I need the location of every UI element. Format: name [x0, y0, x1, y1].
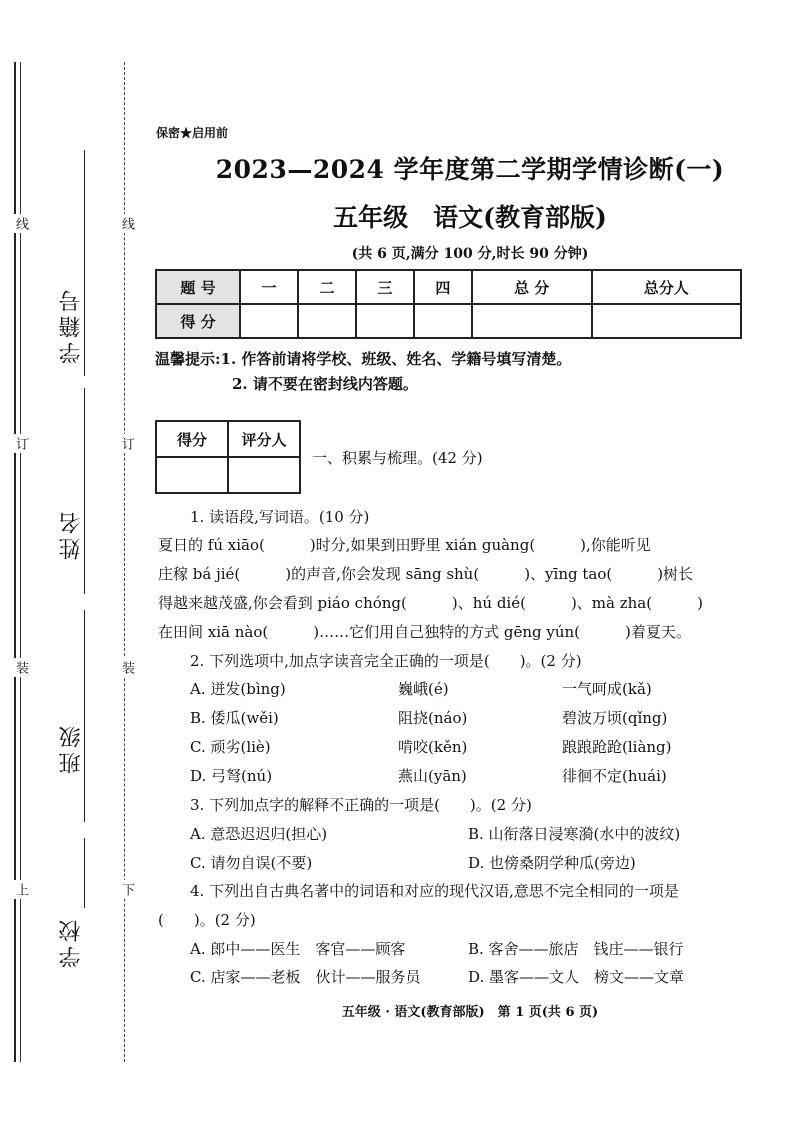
- score-cell-2: 二: [298, 270, 356, 304]
- grader-score-label: 得分: [156, 421, 228, 457]
- seal-char-right-xian: 线: [117, 214, 136, 233]
- q4-option-c: C. 店家——老板 伙计——服务员: [190, 968, 421, 986]
- seal-char-left-xian: 线: [11, 214, 30, 233]
- school-label: 学校: [59, 916, 84, 968]
- q2-option-d-col3: 徘徊不定(huái): [562, 767, 667, 785]
- exam-title: 2023—2024 学年度第二学期学情诊断(一): [215, 155, 725, 184]
- class-field[interactable]: [84, 610, 85, 822]
- seal-char-right-ding: 订: [117, 434, 136, 453]
- q2-option-d-col2: 燕山(yān): [398, 767, 467, 785]
- score-cell-4: 四: [414, 270, 472, 304]
- q4-option-b: B. 客舍——旅店 钱庄——银行: [468, 940, 684, 958]
- grader-box: [155, 420, 301, 494]
- q1-passage-line-3: 得越来越茂盛,你会看到 piáo chóng( )、hú dié( )、mà zha( ): [158, 594, 703, 612]
- score-table-header-row: [156, 270, 741, 304]
- class-label: 班级: [59, 722, 84, 774]
- q2-option-c-col1: C. 顽劣(liè): [190, 738, 271, 756]
- student-id-label: 学籍号: [59, 286, 84, 364]
- seal-char-right-xia: 下: [117, 880, 136, 899]
- score-table-input-row: [156, 304, 741, 338]
- exam-subtitle: 五年级 语文(教育部版): [333, 203, 607, 232]
- q2-option-a-col3: 一气呵成(kǎ): [562, 680, 652, 698]
- q4-option-d: D. 墨客——文人 榜文——文章: [468, 968, 685, 986]
- q2-option-b-col1: B. 倭瓜(wěi): [190, 709, 279, 727]
- seal-char-right-zhuang: 装: [117, 658, 136, 677]
- page-footer: 五年级 · 语文(教育部版) 第 1 页(共 6 页): [341, 1005, 599, 1020]
- name-field[interactable]: [84, 388, 85, 594]
- tip-line-1: 温馨提示:1. 作答前请将学校、班级、姓名、学籍号填写清楚。: [155, 350, 572, 368]
- q2-option-d-col1: D. 弓弩(nú): [190, 767, 273, 785]
- q3-option-d: D. 也傍桑阴学种瓜(旁边): [468, 854, 636, 872]
- q2-option-c-col2: 啃咬(kěn): [398, 738, 468, 756]
- confidential-mark: 保密★启用前: [156, 126, 229, 140]
- student-id-field[interactable]: [84, 150, 85, 376]
- school-field[interactable]: [84, 838, 85, 908]
- score-input-4[interactable]: [414, 304, 472, 338]
- q2-option-b-col2: 阻挠(náo): [398, 709, 468, 727]
- q3-stem: 3. 下列加点字的解释不正确的一项是( )。(2 分): [190, 796, 532, 814]
- score-cell-label: 题 号: [156, 270, 240, 304]
- grader-name-label: 评分人: [228, 421, 300, 457]
- tip-line-2: 2. 请不要在密封线内答题。: [232, 375, 418, 393]
- q2-option-c-col3: 踉踉跄跄(liàng): [562, 738, 672, 756]
- exam-meta: (共 6 页,满分 100 分,时长 90 分钟): [351, 246, 589, 262]
- q4-stem-line-2: ( )。(2 分): [158, 911, 256, 929]
- q2-option-b-col3: 碧波万顷(qǐng): [562, 709, 668, 727]
- score-input-scorer[interactable]: [592, 304, 742, 338]
- q3-option-b: B. 山衔落日浸寒漪(水中的波纹): [468, 825, 681, 843]
- score-input-1[interactable]: [240, 304, 298, 338]
- seal-char-left-zhuang: 装: [11, 658, 30, 677]
- q2-option-a-col2: 巍峨(é): [398, 680, 449, 698]
- binding-line-inner-left: [20, 62, 21, 1062]
- grader-score-input[interactable]: [156, 457, 228, 493]
- q4-stem-line-1: 4. 下列出自古典名著中的词语和对应的现代汉语,意思不完全相同的一项是: [190, 882, 679, 900]
- score-cell-scorer: 总分人: [592, 270, 742, 304]
- q3-option-a: A. 意恐迟迟归(担心): [190, 825, 328, 843]
- q2-stem: 2. 下列选项中,加点字读音完全正确的一项是( )。(2 分): [190, 652, 582, 670]
- q3-option-c: C. 请勿自误(不要): [190, 854, 313, 872]
- score-input-2[interactable]: [298, 304, 356, 338]
- score-input-total[interactable]: [472, 304, 592, 338]
- score-table: [155, 269, 742, 339]
- binding-dashed-line: [124, 62, 125, 1062]
- score-cell-total: 总 分: [472, 270, 592, 304]
- name-label: 姓名: [59, 508, 84, 560]
- score-input-3[interactable]: [356, 304, 414, 338]
- q1-passage-line-1: 夏日的 fú xiāo( )时分,如果到田野里 xián guàng( ),你能听见: [158, 536, 651, 554]
- score-cell-1: 一: [240, 270, 298, 304]
- q2-option-a-col1: A. 迸发(bìng): [190, 680, 286, 698]
- q4-option-a: A. 郎中——医生 客官——顾客: [190, 940, 406, 958]
- seal-char-left-shang: 上: [11, 880, 30, 899]
- q1-passage-line-4: 在田间 xiā nào( )……它们用自己独特的方式 gēng yún( )着夏天。: [158, 623, 691, 641]
- score-cell-3: 三: [356, 270, 414, 304]
- grader-name-input[interactable]: [228, 457, 300, 493]
- q1-passage-line-2: 庄稼 bá jié( )的声音,你会发现 sāng shù( )、yīng tao( )树长: [158, 565, 694, 583]
- score-row-label: 得 分: [156, 304, 240, 338]
- binding-line-outer-left: [14, 62, 16, 1062]
- section-1-title: 一、积累与梳理。(42 分): [312, 449, 483, 467]
- q1-stem: 1. 读语段,写词语。(10 分): [190, 508, 370, 526]
- seal-char-left-ding: 订: [11, 434, 30, 453]
